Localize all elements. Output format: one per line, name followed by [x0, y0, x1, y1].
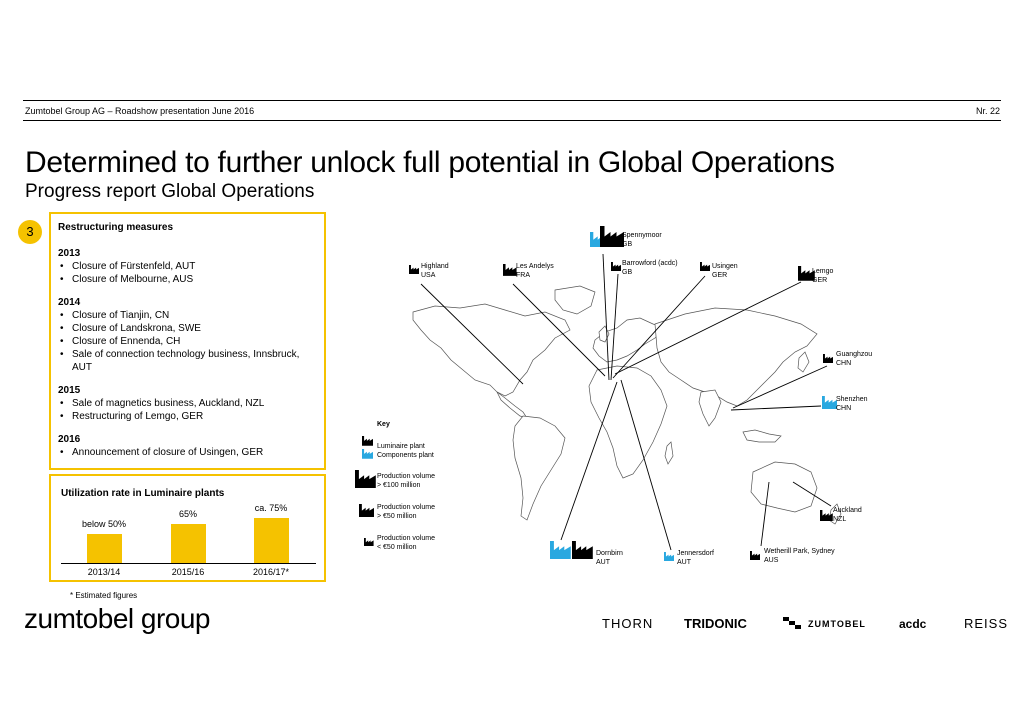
japan-shape — [798, 352, 809, 372]
wetherill-factory-icon — [750, 551, 760, 560]
map-key-title: Key — [377, 421, 390, 428]
thorn-logo: THORN — [602, 616, 654, 631]
restructuring-box — [49, 212, 326, 470]
measure-item: • Announcement of closure of Usingen, GER — [58, 446, 316, 459]
label-spennymoor: Spennymoor GB — [622, 232, 662, 248]
header-bottom-rule — [23, 120, 1001, 121]
utilization-bar — [171, 524, 206, 563]
usingen-factory-icon — [700, 262, 710, 271]
line-dornbirn — [561, 382, 617, 540]
year-heading: 2014 — [58, 297, 81, 308]
label-auckland: Auckland NZL — [833, 507, 862, 523]
measure-list — [58, 309, 316, 374]
key-volume-large-icon — [355, 470, 376, 488]
key-luminaire-label: Luminaire plant — [377, 443, 425, 450]
bar-category-label: 2016/17* — [252, 567, 290, 577]
jennersdorf-factory-icon — [664, 552, 674, 561]
measure-item: • Sale of magnetics business, Auckland, NZL — [58, 397, 316, 410]
madagascar-shape — [665, 442, 673, 464]
spennymoor-luminaire-factory-icon — [600, 226, 624, 247]
measure-item: • Closure of Melbourne, AUS — [58, 273, 316, 286]
south-america-shape — [513, 416, 565, 520]
section-number-badge: 3 — [18, 220, 42, 244]
key-volume-mid-icon — [359, 504, 374, 517]
lesandelys-factory-icon — [503, 264, 517, 276]
key-luminaire-swatch-icon — [362, 436, 373, 446]
dornbirn-luminaire-factory-icon — [572, 541, 593, 559]
reiss-logo: REISS — [964, 616, 1009, 631]
central-america-shape — [497, 392, 527, 418]
measure-item: • Closure of Fürstenfeld, AUT — [58, 260, 316, 273]
tridonic-logo: TRIDONIC — [684, 616, 747, 631]
header-top-rule — [23, 100, 1001, 101]
year-heading: 2016 — [58, 434, 81, 445]
zumtobel-group-logo: zumtobel group — [24, 603, 211, 634]
bar-data-label: ca. 75% — [254, 503, 288, 513]
bar-category-label: 2013/14 — [87, 567, 121, 577]
label-usingen: Usingen GER — [712, 263, 738, 279]
guangzhou-factory-icon — [823, 354, 833, 363]
label-guangzhou: Guanghzou CHN — [836, 351, 873, 367]
key-components-swatch-icon — [362, 449, 373, 459]
barrowford-factory-icon — [611, 262, 621, 271]
measure-list — [58, 446, 316, 459]
measure-item: • Closure of Tianjin, CN — [58, 309, 316, 322]
bar-data-label: below 50% — [81, 519, 127, 530]
label-dornbirn: Dornbirn AUT — [596, 550, 623, 566]
label-highland: Highland USA — [421, 263, 449, 279]
australia-shape — [751, 462, 817, 512]
africa-shape — [589, 366, 667, 478]
label-barrowford: Barrowford (acdc) GB — [622, 260, 678, 276]
acdc-logo: acdc — [899, 617, 927, 631]
year-heading: 2015 — [58, 385, 81, 396]
continents — [413, 286, 841, 524]
measure-item: • Closure of Ennenda, CH — [58, 335, 316, 348]
key-volume-mid-label: Production volume > €50 million — [377, 504, 435, 520]
measure-list — [58, 397, 316, 423]
key-volume-large-label: Production volume > €100 million — [377, 473, 435, 489]
bar-data-label: 65% — [178, 509, 197, 519]
slide-title: Determined to further unlock full potential in Global Operations — [25, 146, 835, 179]
bar-category-label: 2015/16 — [171, 567, 205, 577]
footnote: * Estimated figures — [70, 591, 138, 600]
header-page-number: Nr. 22 — [975, 106, 1000, 116]
zumtobel-logo: ZUMTOBEL — [808, 619, 866, 629]
year-heading: 2013 — [58, 248, 81, 259]
utilization-bar — [87, 534, 122, 563]
line-shenzhen — [731, 406, 821, 410]
shenzhen-factory-icon — [822, 396, 837, 409]
utilization-bar — [254, 518, 289, 563]
dornbirn-components-factory-icon — [550, 541, 571, 559]
key-volume-small-label: Production volume < €50 million — [377, 535, 435, 551]
line-barrowford — [611, 274, 618, 380]
highland-factory-icon — [409, 265, 419, 274]
auckland-factory-icon — [820, 510, 833, 521]
utilization-box — [49, 474, 326, 582]
chart-baseline — [61, 563, 316, 564]
restructuring-title: Restructuring measures — [58, 222, 174, 233]
header-presentation-title: Zumtobel Group AG – Roadshow presentation June 2016 — [25, 106, 255, 116]
key-components-label: Components plant — [377, 452, 434, 459]
india-shape — [699, 390, 721, 426]
utilization-title: Utilization rate in Luminaire plants — [61, 488, 225, 499]
label-wetherill: Wetherill Park, Sydney AUS — [764, 548, 835, 564]
measure-list — [58, 260, 316, 286]
indonesia-shape — [743, 430, 781, 442]
key-volume-small-icon — [364, 538, 374, 546]
measure-item: • Closure of Landskrona, SWE — [58, 322, 316, 335]
label-lemgo: Lemgo GER — [812, 268, 834, 284]
measure-item: • Sale of connection technology business, Innsbruck, AUT — [58, 348, 316, 374]
label-shenzhen: Shenzhen CHN — [836, 396, 868, 412]
zumtobel-mark-icon — [783, 617, 801, 629]
greenland-shape — [555, 286, 595, 314]
restructuring-years — [58, 247, 316, 459]
label-lesandelys: Les Andelys FRA — [516, 263, 554, 279]
slide-subtitle: Progress report Global Operations — [25, 181, 315, 202]
asia-shape — [655, 308, 817, 406]
label-jennersdorf: Jennersdorf AUT — [677, 550, 714, 566]
measure-item: • Restructuring of Lemgo, GER — [58, 410, 316, 423]
